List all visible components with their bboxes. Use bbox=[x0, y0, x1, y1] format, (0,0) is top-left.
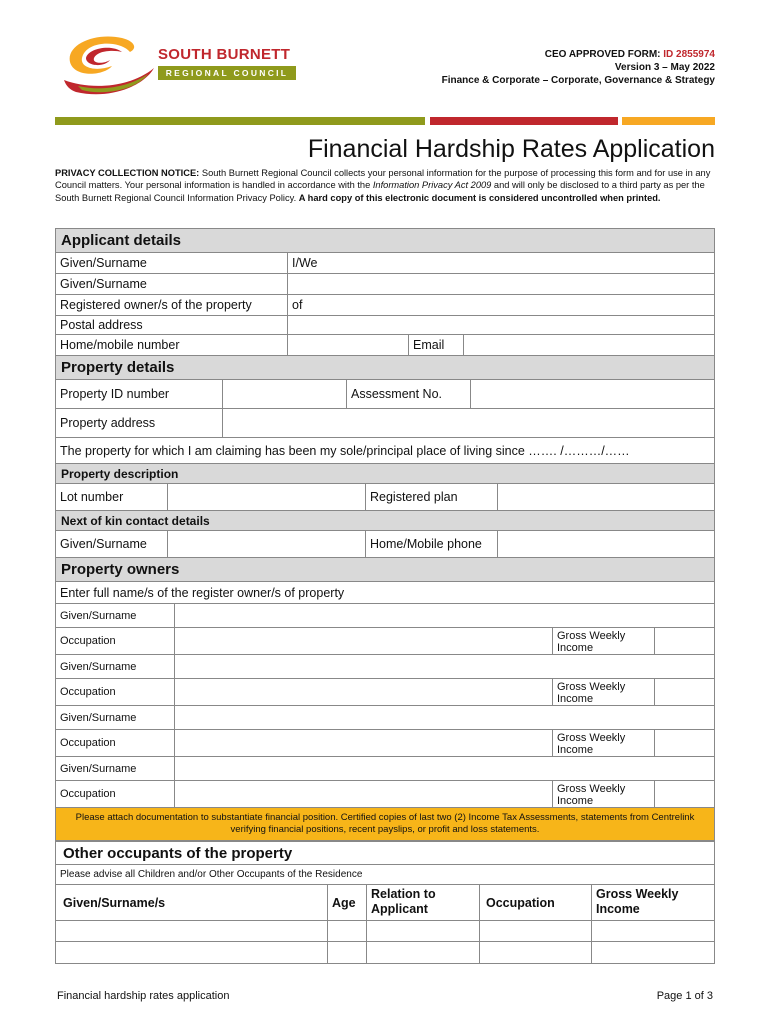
gross-weekly-field[interactable] bbox=[655, 730, 714, 756]
page-header bbox=[0, 0, 770, 120]
gross-weekly-label bbox=[553, 679, 655, 705]
occupants-header-row bbox=[56, 885, 714, 921]
occupant-income-field[interactable] bbox=[592, 921, 714, 941]
property-id-label: Property ID number bbox=[56, 380, 223, 408]
header-color-bars bbox=[55, 117, 715, 125]
form-meta bbox=[442, 48, 715, 87]
of-field[interactable] bbox=[288, 295, 714, 315]
owner-4-name-row bbox=[56, 757, 714, 781]
property-section-heading: Property details bbox=[56, 356, 714, 380]
form-version: Version 3 – May 2022 bbox=[614, 62, 715, 73]
property-id-field[interactable] bbox=[223, 380, 347, 408]
iwe-field[interactable] bbox=[288, 253, 714, 273]
gross-weekly-line2: Income bbox=[557, 744, 594, 756]
owner-1-occupation-row bbox=[56, 628, 714, 655]
applicant-row-3 bbox=[56, 295, 714, 316]
owner-occupation-field[interactable] bbox=[175, 781, 553, 807]
owner-given-label: Given/Surname bbox=[56, 604, 175, 627]
occupant-name-field[interactable] bbox=[56, 942, 328, 963]
col-income-line2: Income bbox=[596, 902, 640, 916]
owner-2-name-row bbox=[56, 655, 714, 679]
logo-title: SOUTH BURNETT bbox=[158, 46, 291, 63]
application-form bbox=[55, 228, 715, 964]
postal-address-field[interactable] bbox=[288, 316, 714, 334]
owner-occupation-field[interactable] bbox=[175, 730, 553, 756]
property-row-4 bbox=[56, 484, 714, 511]
applicant-section-heading: Applicant details bbox=[56, 229, 714, 253]
col-relation-header bbox=[367, 885, 480, 920]
privacy-bold-end: A hard copy of this electronic document is considered uncontrolled when printed. bbox=[298, 192, 661, 203]
owner-occupation-field[interactable] bbox=[175, 628, 553, 654]
email-label: Email bbox=[409, 335, 464, 355]
postal-address-label: Postal address bbox=[56, 316, 288, 334]
form-department: Finance & Corporate – Corporate, Governance & Strategy bbox=[441, 75, 715, 86]
email-field[interactable] bbox=[464, 335, 714, 355]
principal-place-statement: The property for which I am claiming has been my sole/principal place of living since ……. /………/…… bbox=[60, 443, 630, 458]
property-row-5 bbox=[56, 531, 714, 558]
col-relation-line2: Applicant bbox=[371, 902, 428, 916]
next-of-kin-heading: Next of kin contact details bbox=[56, 511, 714, 531]
col-relation-line1: Relation to bbox=[371, 887, 436, 901]
applicant-row-4 bbox=[56, 316, 714, 335]
owner-3-occupation-row bbox=[56, 730, 714, 757]
property-description-heading: Property description bbox=[56, 464, 714, 484]
gross-weekly-line1: Gross Weekly bbox=[557, 783, 626, 795]
owner-occupation-label: Occupation bbox=[56, 679, 175, 705]
owner-given-field[interactable] bbox=[175, 604, 714, 627]
kin-name-field[interactable] bbox=[168, 531, 366, 557]
form-label: CEO APPROVED FORM: bbox=[544, 49, 664, 60]
owners-instruction-row bbox=[56, 582, 714, 604]
property-row-1 bbox=[56, 380, 714, 409]
col-occupation-header: Occupation bbox=[480, 885, 592, 920]
gross-weekly-field[interactable] bbox=[655, 628, 714, 654]
owners-instruction: Enter full name/s of the register owner/s of property bbox=[60, 585, 345, 600]
occupant-relation-field[interactable] bbox=[367, 942, 480, 963]
owner-2-occupation-row bbox=[56, 679, 714, 706]
col-income-header bbox=[592, 885, 714, 920]
occupant-occupation-field[interactable] bbox=[480, 942, 592, 963]
gross-weekly-line1: Gross Weekly bbox=[557, 732, 626, 744]
given-surname-field-2[interactable] bbox=[288, 274, 714, 294]
given-surname-label-2: Given/Surname bbox=[56, 274, 288, 294]
gross-weekly-line2: Income bbox=[557, 642, 594, 654]
occupant-age-field[interactable] bbox=[328, 921, 367, 941]
privacy-text-2: and will only be disclosed to a third party as per the South Burnett Regional Council Information Privacy Policy. bbox=[55, 180, 705, 203]
owner-4-occupation-row bbox=[56, 781, 714, 808]
assessment-label: Assessment No. bbox=[347, 380, 471, 408]
property-row-3 bbox=[56, 438, 714, 464]
gross-weekly-label bbox=[553, 628, 655, 654]
owner-1-name-row bbox=[56, 604, 714, 628]
col-name-header: Given/Surname/s bbox=[56, 885, 328, 920]
kin-phone-field[interactable] bbox=[498, 531, 714, 557]
privacy-act: Information Privacy Act 2009 bbox=[372, 180, 492, 191]
phone-label: Home/mobile number bbox=[56, 335, 288, 355]
occupants-instruction-row bbox=[56, 865, 714, 885]
orange-bar bbox=[622, 117, 715, 125]
occupant-name-field[interactable] bbox=[56, 921, 328, 941]
gross-weekly-line1: Gross Weekly bbox=[557, 681, 626, 693]
footer-page-number: Page 1 of 3 bbox=[656, 990, 713, 1002]
owner-given-field[interactable] bbox=[175, 757, 714, 780]
owners-section-heading: Property owners bbox=[56, 558, 714, 582]
gross-weekly-field[interactable] bbox=[655, 679, 714, 705]
privacy-notice bbox=[55, 167, 715, 204]
col-age-header: Age bbox=[328, 885, 367, 920]
owner-given-label: Given/Surname bbox=[56, 706, 175, 729]
owner-occupation-label: Occupation bbox=[56, 730, 175, 756]
owner-3-name-row bbox=[56, 706, 714, 730]
iwe-label: I/We bbox=[292, 256, 318, 270]
occupant-row-2 bbox=[56, 942, 714, 963]
olive-bar bbox=[55, 117, 425, 125]
gross-weekly-label bbox=[553, 730, 655, 756]
lot-number-label: Lot number bbox=[56, 484, 168, 510]
occupants-instruction: Please advise all Children and/or Other Occupants of the Residence bbox=[60, 869, 363, 880]
form-id: ID 2855974 bbox=[663, 49, 715, 60]
council-logo bbox=[60, 28, 310, 98]
footer-document-name: Financial hardship rates application bbox=[57, 990, 230, 1002]
gross-weekly-line2: Income bbox=[557, 693, 594, 705]
gross-weekly-field[interactable] bbox=[655, 781, 714, 807]
registered-plan-label: Registered plan bbox=[366, 484, 498, 510]
occupant-occupation-field[interactable] bbox=[480, 921, 592, 941]
applicant-row-2 bbox=[56, 274, 714, 295]
occupant-relation-field[interactable] bbox=[367, 921, 480, 941]
registered-owner-label: Registered owner/s of the property bbox=[56, 295, 288, 315]
property-address-field[interactable] bbox=[223, 409, 714, 437]
red-bar bbox=[430, 117, 618, 125]
occupants-section-heading: Other occupants of the property bbox=[56, 841, 714, 865]
occupant-row-1 bbox=[56, 921, 714, 942]
of-label: of bbox=[292, 298, 303, 312]
owner-occupation-field[interactable] bbox=[175, 679, 553, 705]
occupant-age-field[interactable] bbox=[328, 942, 367, 963]
privacy-text-1: South Burnett Regional Council collects your personal information for the purpose of processing this form and for use in any Council matters. Your personal information is handled in accordance with the bbox=[55, 168, 711, 191]
owner-given-field[interactable] bbox=[175, 655, 714, 678]
kin-phone-label: Home/Mobile phone bbox=[366, 531, 498, 557]
occupant-income-field[interactable] bbox=[592, 942, 714, 963]
page-title: Financial Hardship Rates Application bbox=[307, 135, 715, 163]
kin-name-label: Given/Surname bbox=[56, 531, 168, 557]
col-income-line1: Gross Weekly bbox=[596, 887, 679, 901]
gross-weekly-line2: Income bbox=[557, 795, 594, 807]
owner-given-field[interactable] bbox=[175, 706, 714, 729]
documentation-note: Please attach documentation to substantiate financial position. Certified copies of last two (2) Income Tax Assessments, statements from Centrelink verifying financial positions, recent payslips, or profit and loss statements. bbox=[56, 808, 714, 841]
gross-weekly-label bbox=[553, 781, 655, 807]
swirl-logo-icon bbox=[60, 28, 156, 98]
owner-occupation-label: Occupation bbox=[56, 628, 175, 654]
given-surname-label-1: Given/Surname bbox=[56, 253, 288, 273]
phone-field[interactable] bbox=[288, 335, 409, 355]
property-address-label: Property address bbox=[56, 409, 223, 437]
owner-given-label: Given/Surname bbox=[56, 757, 175, 780]
privacy-lead: PRIVACY COLLECTION NOTICE: bbox=[55, 168, 200, 178]
owner-occupation-label: Occupation bbox=[56, 781, 175, 807]
applicant-row-5 bbox=[56, 335, 714, 356]
lot-number-field[interactable] bbox=[168, 484, 366, 510]
applicant-row-1 bbox=[56, 253, 714, 274]
owner-given-label: Given/Surname bbox=[56, 655, 175, 678]
property-row-2 bbox=[56, 409, 714, 438]
logo-subtitle: REGIONAL COUNCIL bbox=[158, 66, 296, 80]
registered-plan-field[interactable] bbox=[498, 484, 714, 510]
assessment-field[interactable] bbox=[471, 380, 714, 408]
gross-weekly-line1: Gross Weekly bbox=[557, 630, 626, 642]
